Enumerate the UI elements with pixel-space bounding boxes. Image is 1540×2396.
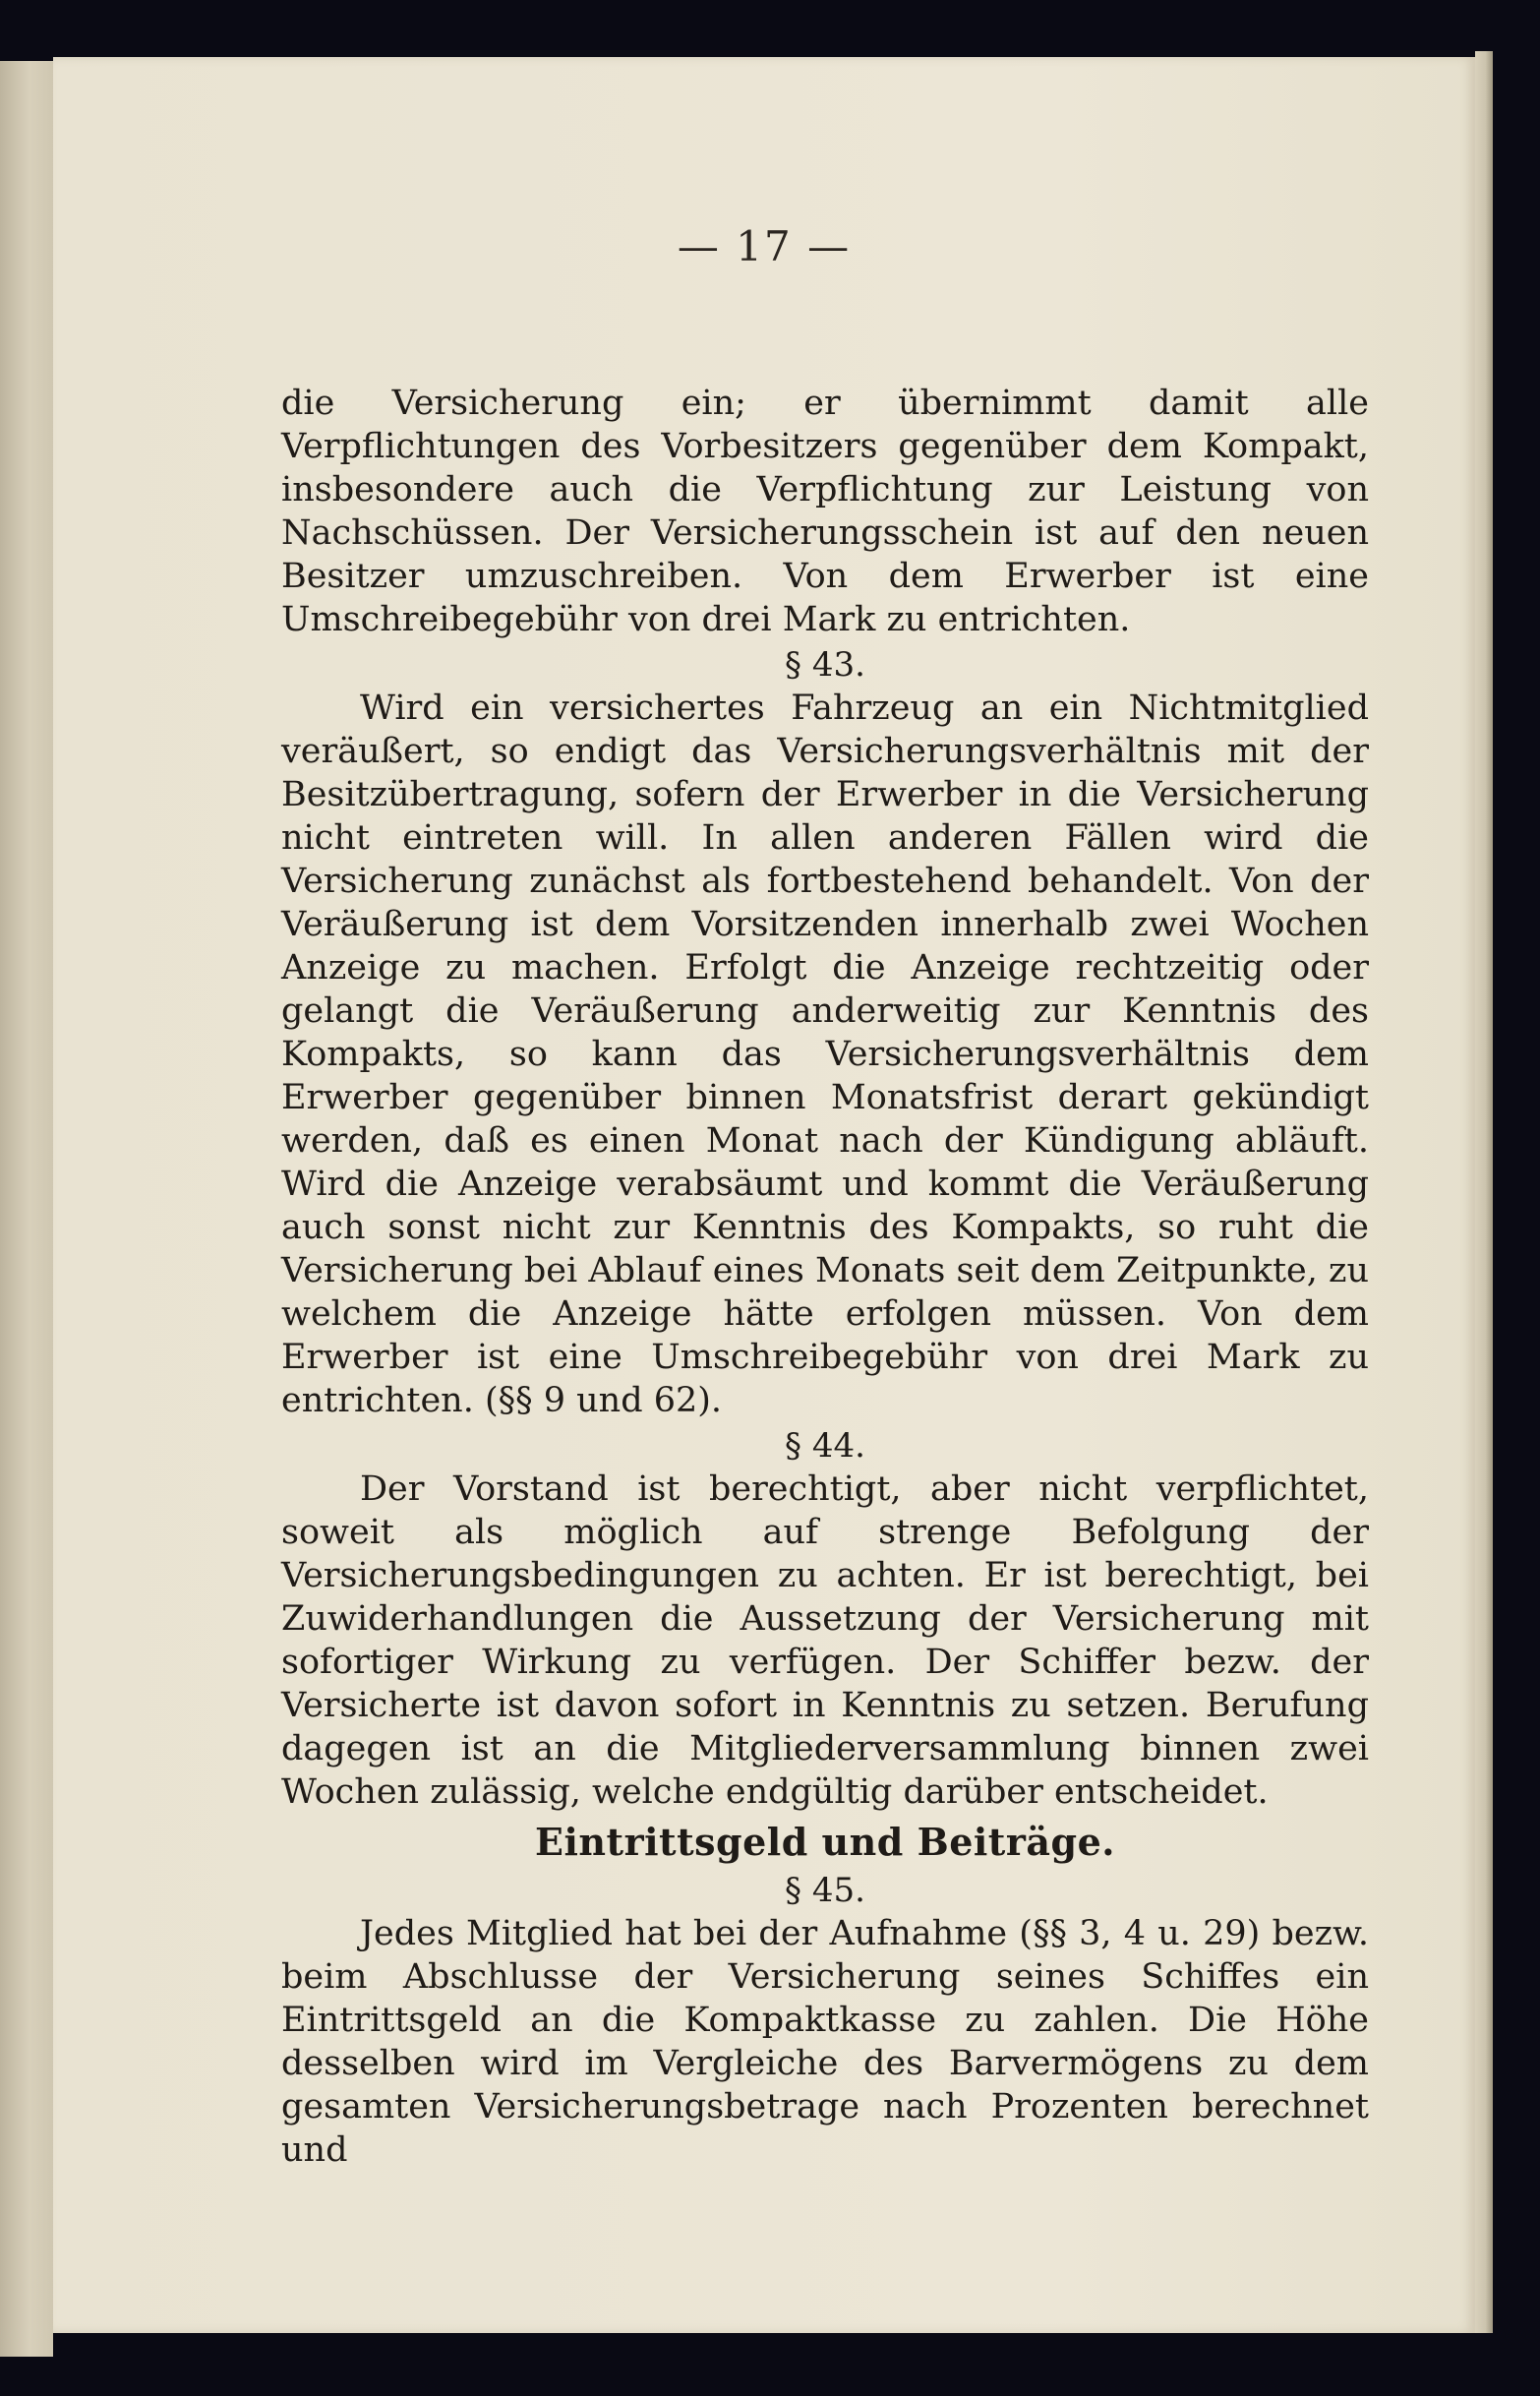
chapter-heading: Eintrittsgeld und Beiträge. [535,1820,1115,1864]
section-43-heading: § 43. [785,645,865,685]
section-43-text: Wird ein versichertes Fahrzeug an ein Nichtmitglied veräußert, so endigt das Versicherungsverhältnis mit der Besitzübertragung, sofern der Erwerber in die Versicherung nicht eintreten will. In allen anderen Fällen wird die Versicherung zunächst als fortbestehend behandelt. Von der Veräußerung ist dem Vorsitzenden innerhalb zwei Wochen Anzeige zu machen. Erfolgt die Anzeige rechtzeitig oder gelangt die Veräußerung anderweitig zur Kenntnis des Kompakts, so kann das Versicherungsverhältnis dem Erwerber gegenüber binnen Monatsfrist derart gekündigt werden, daß es einen Monat nach der Kündigung abläuft. Wird die Anzeige verabsäumt und kommt die Veräußerung auch sonst nicht zur Kenntnis des Kompakts, so ruht die Versicherung bei Ablauf eines Monats seit dem Zeitpunkte, zu welchem die Anzeige hätte erfolgen müssen. Von dem Erwerber ist eine Umschreibegebühr von drei Mark zu entrichten. (§§ 9 und 62). [281,689,1369,1420]
section-44-text: Der Vorstand ist berechtigt, aber nicht verpflichtet, soweit als möglich auf strenge Befolgung der Versicherungsbedingungen zu achten. Er ist berechtigt, bei Zuwiderhandlungen die Aussetzung der Versicherung mit sofortiger Wirkung zu verfügen. Der Schiffer bezw. der Versicherte ist davon sofort in Kenntnis zu setzen. Berufung dagegen ist an die Mitgliederversammlung binnen zwei Wochen zulässig, welche endgültig darüber entscheidet. [281,1469,1369,1812]
paragraph-continuation: die Versicherung ein; er übernimmt damit alle Verpflichtungen des Vorbesitzers gegenüber dem Kompakt, insbesondere auch die Verpflichtung zur Leistung von Nachschüssen. Der Versicherungsschein ist auf den neuen Besitzer umzuschreiben. Von dem Erwerber ist eine Umschreibegebühr von drei Mark zu entrichten. [281,384,1369,639]
section-45-heading: § 45. [785,1871,865,1910]
section-45-text: Jedes Mitglied hat bei der Aufnahme (§§ 3, 4 u. 29) bezw. beim Abschlusse der Versicherung seines Schiffes ein Eintrittsgeld an die Kompaktkasse zu zahlen. Die Höhe desselben wird im Vergleiche des Barvermögens zu dem gesamten Versicherungsbetrage nach Prozenten berechnet und [281,1914,1369,2170]
section-44-heading: § 44. [785,1426,865,1466]
page-number: — 17 — [677,222,852,270]
page-edge [1475,51,1493,2333]
page-body [281,382,1369,2172]
book-page [53,57,1475,2333]
book-spine [0,61,53,2357]
